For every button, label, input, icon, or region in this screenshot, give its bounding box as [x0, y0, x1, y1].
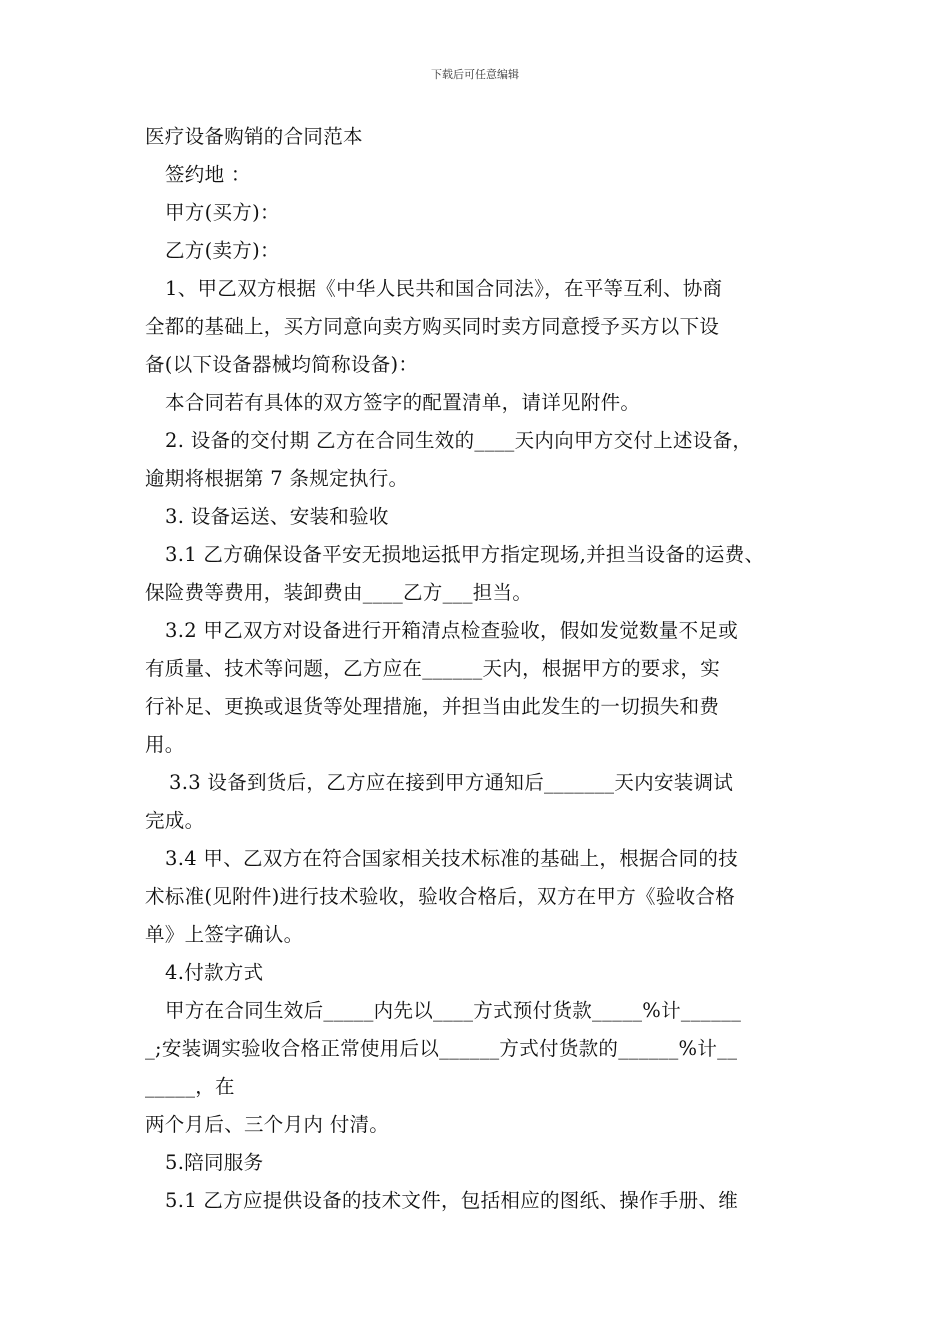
clause-4-line-4: 两个月后、三个月内 付清。	[145, 1113, 390, 1136]
party-b-line: 乙方(卖方)：	[165, 239, 280, 262]
clause-3-4-line-2: 术标准(见附件)进行技术验收，验收合格后，双方在甲方《验收合格	[145, 885, 736, 908]
clause-3-1-line-1: 3.1 乙方确保设备平安无损地运抵甲方指定现场,并担当设备的运费、	[165, 543, 765, 566]
party-a-line: 甲方(买方)：	[165, 201, 280, 224]
clause-1-line-2: 全都的基础上，买方同意向卖方购买同时卖方同意授予买方以下设	[145, 315, 720, 338]
page-header-note: 下载后可任意编辑	[431, 68, 519, 81]
contract-title: 医疗设备购销的合同范本	[145, 125, 363, 148]
clause-3-heading: 3. 设备运送、安装和验收	[165, 505, 389, 528]
clause-3-4-line-3: 单》上签字确认。	[145, 923, 304, 946]
signing-place-line: 签约地 ：	[165, 163, 251, 186]
clause-4-line-3: _____，在	[145, 1075, 235, 1098]
clause-3-4-line-1: 3.4 甲、乙双方在符合国家相关技术标准的基础上，根据合同的技	[165, 847, 739, 870]
clause-5-heading: 5.陪同服务	[165, 1151, 264, 1174]
clause-2-line-1: 2. 设备的交付期 乙方在合同生效的____天内向甲方交付上述设备，	[165, 429, 753, 452]
clause-3-3-line-2: 完成。	[145, 809, 205, 832]
annex-note-line: 本合同若有具体的双方签字的配置清单，请详见附件。	[165, 391, 641, 414]
clause-2-line-2: 逾期将根据第 7 条规定执行。	[145, 467, 409, 490]
clause-4-line-2: _;安装调实验收合格正常使用后以______方式付货款的______%计__	[145, 1037, 738, 1060]
clause-4-heading: 4.付款方式	[165, 961, 264, 984]
clause-3-1-line-2: 保险费等费用，装卸费由____乙方___担当。	[145, 581, 533, 604]
clause-5-1-line-1: 5.1 乙方应提供设备的技术文件，包括相应的图纸、操作手册、维	[165, 1189, 739, 1212]
clause-3-2-line-4: 用。	[145, 733, 185, 756]
contract-body	[145, 118, 810, 1220]
clause-3-2-line-2: 有质量、技术等问题，乙方应在______天内，根据甲方的要求，实	[145, 657, 721, 680]
clause-3-2-line-3: 行补足、更换或退货等处理措施，并担当由此发生的一切损失和费	[145, 695, 720, 718]
clause-1-line-3: 备(以下设备器械均简称设备)：	[145, 353, 419, 376]
clause-1-line-1: 1、甲乙双方根据《中华人民共和国合同法》，在平等互利、协商	[165, 277, 723, 300]
clause-4-line-1: 甲方在合同生效后_____内先以____方式预付货款_____%计______	[165, 999, 742, 1022]
clause-3-2-line-1: 3.2 甲乙双方对设备进行开箱清点检查验收，假如发觉数量不足或	[165, 619, 739, 642]
clause-3-3-line-1: 3.3 设备到货后，乙方应在接到甲方通知后_______天内安装调试	[169, 771, 734, 794]
